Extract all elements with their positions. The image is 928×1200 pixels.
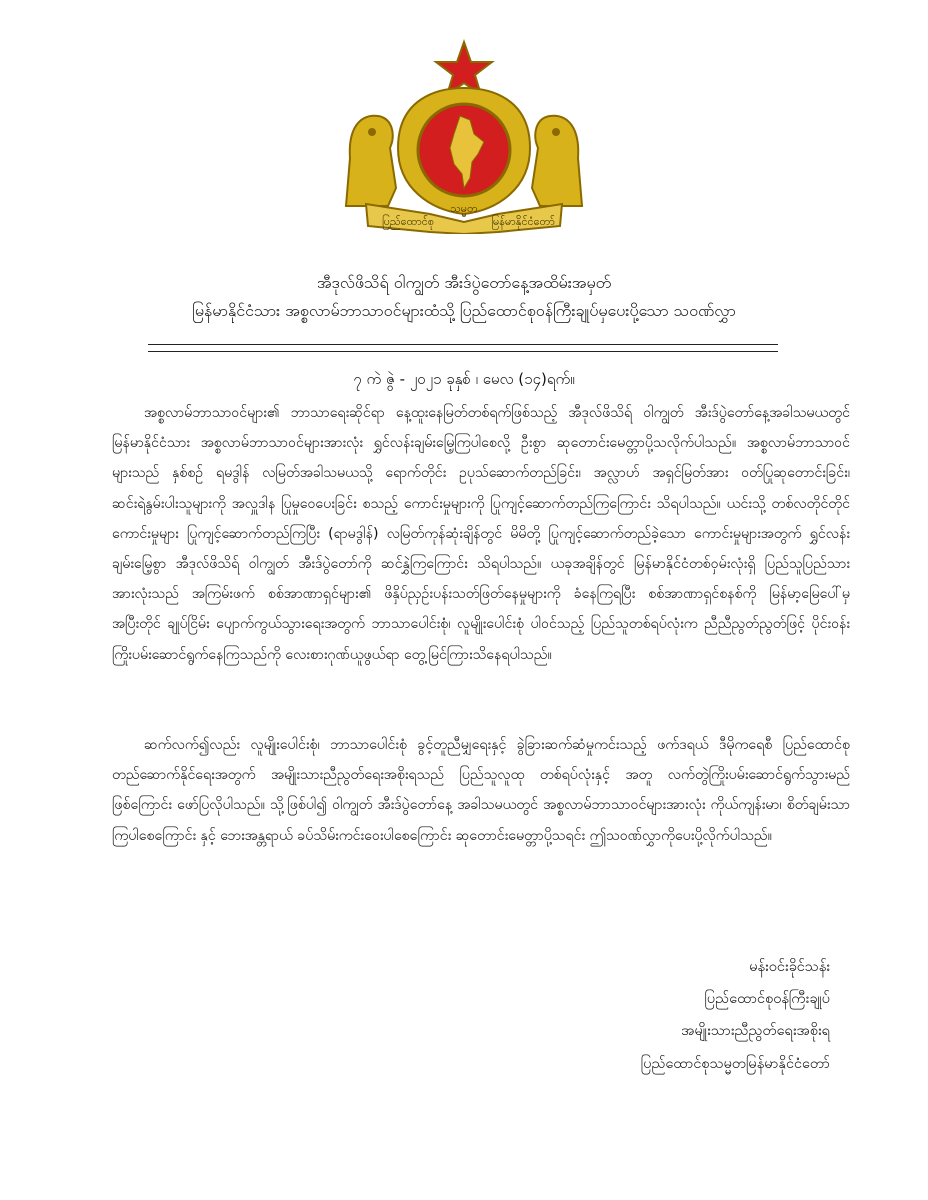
ribbon-center-text: သမ္မတ [450,202,478,215]
state-emblem-icon [338,38,590,234]
separator-line [148,344,778,352]
signature-country: ပြည်ထောင်စုသမ္မတမြန်မာနိုင်ငံတော် [640,1056,830,1072]
ribbon-left-text: ပြည်ထောင်စု [381,215,435,228]
state-emblem [338,38,590,234]
signature-title: ပြည်ထောင်စုဝန်ကြီးချုပ် [704,991,830,1007]
document-date: ၇ ကဲ ဇွဲ - ၂၀၂၁ ခုနှစ် ၊ မေလ (၁၄)ရက်။ [353,370,575,388]
signature-government: အမျိုးသားညီညွတ်ရေးအစိုးရ [681,1023,830,1039]
body-paragraph-1: အစ္စလာမ်ဘာသာဝင်များ၏ ဘာသာရေးဆိုင်ရာ နေ့ထူးနေမြတ်တစ်ရက်ဖြစ်သည့် အီဒုလ်ဖိသိရ် ဝါကျွတ် အီးဒ်ပွဲတော်နေ့အခါသမယတွင် မြန်မာနိုင်ငံသား အစ္စလာမ်ဘာသာဝင်များအားလုံး ရွှင်လန်းချမ်းမြေ့ကြပါစေလို့ ဦးစွာ ဆုတောင်းမေတ္တာပို့သလိုက်ပါသည်။ အစ္စလာမ်ဘာသာဝင်များသည် နှစ်စဉ် ရမဒွါန် လမြတ်အခါသမယသို့ ရောက်တိုင်း ဥပုသ်ဆောက်တည်ခြင်း၊ အလ္လာဟ် အရှင်မြတ်အား ဝတ်ပြုဆုတောင်းခြင်း၊ ဆင်းရဲနွမ်းပါးသူများကို အလှူဒါန ပြုမှုဝေပေးခြင်း စသည့် ကောင်းမှုများကို ပြုကျင့်ဆောက်တည်ကြကြောင်း သိရပါသည်။ ယင်းသို့ တစ်လတိုင်တိုင် ကောင်းမှုများ ပြုကျင့်ဆောက်တည်ကြပြီး (ရာမဒွါန်) လမြတ်ကုန်ဆုံးချိန်တွင် မိမိတို့ ပြုကျင့်ဆောက်တည်ခဲ့သော ကောင်းမှုများအတွက် ရွှင်လန်းချမ်းမြေ့စွာ အီဒုလ်ဖိသိရ် ဝါကျွတ် အီးဒ်ပွဲတော်ကို ဆင်နွှဲကြကြောင်း သိရပါသည်။ ယခုအချိန်တွင် မြန်မာနိုင်ငံတစ်ဝှမ်းလုံးရှိ ပြည်သူပြည်သားအားလုံးသည် အကြမ်းဖက် စစ်အာဏာရှင်များ၏ ဖိနှိပ်ညှဉ်းပန်းသတ်ဖြတ်နေမှုများကို ခံနေကြရပြီး စစ်အာဏာရှင်စနစ်ကို မြန်မာ့မြေပေါ်မှ အပြီးတိုင် ချုပ်ငြိမ်း ပျောက်ကွယ်သွားရေးအတွက် ဘာသာပေါင်းစုံ၊ လူမျိုးပေါင်းစုံ ပါဝင်သည့် ပြည်သူတစ်ရပ်လုံးက ညီညီညွတ်ညွတ်ဖြင့် ပိုင်းဝန်းကြိုးပမ်းဆောင်ရွက်နေကြသည်ကို လေးစားဂုဏ်ယူဖွယ်ရာ တွေ့မြင်ကြားသိနေရပါသည်။ [112,405,850,663]
body-paragraph-2: ဆက်လက်၍လည်း လူမျိုးပေါင်းစုံ၊ ဘာသာပေါင်းစုံ ခွင့်တူညီမျှရေးနှင့် ခွဲခြားဆက်ဆံမှုကင်းသည့် ဖက်ဒရယ် ဒီမိုကရေစီ ပြည်ထောင်စုတည်ဆောက်နိုင်ရေးအတွက် အမျိုးသားညီညွတ်ရေးအစိုးရသည် ပြည်သူလူထု တစ်ရပ်လုံးနှင့် အတူ လက်တွဲကြိုးပမ်းဆောင်ရွက်သွားမည်ဖြစ်ကြောင်း ဖော်ပြလိုပါသည်။ သို့ဖြစ်ပါ၍ ဝါကျွတ် အီးဒ်ပွဲတော်နေ့ အခါသမယတွင် အစ္စလာမ်ဘာသာဝင်များအားလုံး ကိုယ်ကျန်းမာ၊ စိတ်ချမ်းသာကြပါစေကြောင်း နှင့် ဘေးအန္တရာယ် ခပ်သိမ်းကင်းဝေးပါစေကြောင်း ဆုတောင်းမေတ္တာပို့သရင်း ဤသဝဏ်လွှာကိုပေးပို့လိုက်ပါသည်။ [112,737,850,844]
ribbon-right-text: မြန်မာနိုင်ငံတော် [491,215,555,228]
page-subtitle: မြန်မာနိုင်ငံသား အစ္စလာမ်ဘာသာဝင်များထံသို့ ပြည်ထောင်စုဝန်ကြီးချုပ်မှပေးပို့သော သဝဏ်လွှာ [192,301,736,320]
page-title: အီဒုလ်ဖိသိရ် ဝါကျွတ် အီးဒ်ပွဲတော်နေ့အထိမ်းအမှတ် [316,273,612,292]
signature-name: မန်းဝင်းခိုင်သန်း [749,959,830,975]
